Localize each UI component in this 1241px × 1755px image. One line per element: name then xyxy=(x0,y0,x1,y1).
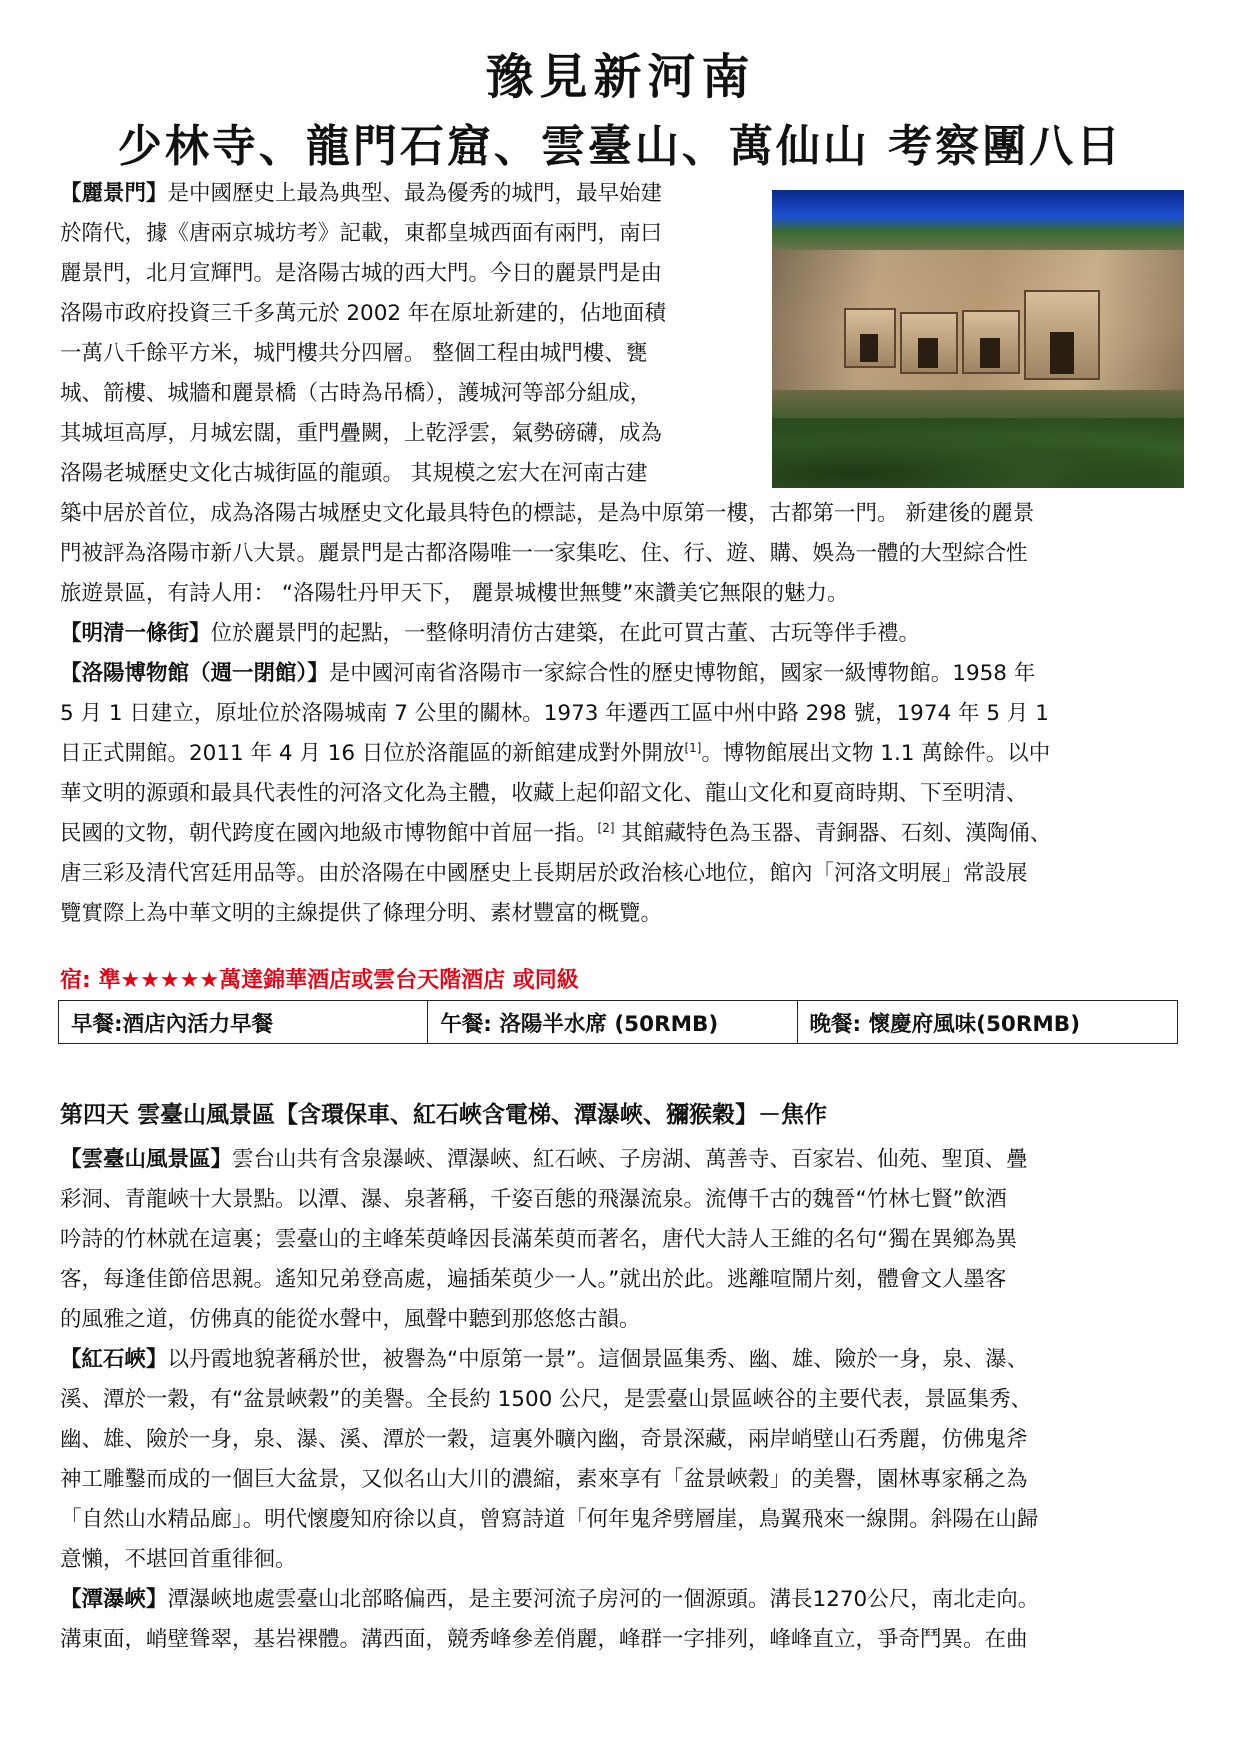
section-label-museum: 【洛陽博物館（週一閉館）】 xyxy=(60,661,329,686)
meals-table xyxy=(58,1000,1178,1044)
dinner-cell: 晚餐: 懷慶府風味(50RMB) xyxy=(797,1001,1177,1044)
section-label-hongshixia: 【紅石峽】 xyxy=(60,1347,168,1372)
lunch-cell: 午餐: 洛陽半水席 (50RMB) xyxy=(428,1001,797,1044)
section-label-mingqing: 【明清一條街】 xyxy=(60,621,211,646)
tour-title: 少林寺、龍門石窟、雲臺山、萬仙山 考察團八日 xyxy=(117,121,1124,172)
page-title: 豫見新河南 xyxy=(485,49,756,105)
hotel-info: 宿: 準★★★★★萬達錦華酒店或雲台天階酒店 或同級 xyxy=(60,968,579,993)
day4-paragraphs: 【雲臺山風景區】雲台山共有含泉瀑峽、潭瀑峽、紅石峽、子房湖、萬善寺、百家岩、仙苑、聖頂、疊 彩洞、青龍峽十大景點。以潭、瀑、泉著稱，千姿百態的飛瀑流泉。流傳千古的魏晉“竹林七賢”飲酒 吟詩的竹林就在這裏；雲臺山的主峰茱萸峰因長滿茱萸而著名，唐代大詩人王維的名句“獨在異鄉為異 客，每逢佳節倍思親。遙知兄弟登高處，遍插茱萸少一人。”就出於此。逃離喧鬧片刻，體會文人墨客 的風雅之道，仿佛真的能從水聲中，風聲中聽到那悠悠古韻。 【紅石峽】以丹霞地貌著稱於世，被譽為“中原第一景”。這個景區集秀、幽、雄、險於一身，泉、瀑、 溪、潭於一穀，有“盆景峽穀”的美譽。全長約 1500 公尺，是雲臺山景區峽谷的主要代表，景區集秀、 幽、雄、險於一身，泉、瀑、溪、潭於一穀，這裏外曠內幽，奇景深藏，兩岸峭壁山石秀麗，仿佛鬼斧 神工雕鑿而成的一個巨大盆景，又似名山大川的濃縮，素來享有「盆景峽穀」的美譽，園林專家稱之為 「自然山水精品廊」。明代懷慶知府徐以貞，曾寫詩道「何年鬼斧劈層崖，鳥翼飛來一線開。斜陽在山歸 意懶，不堪回首重徘徊。 【潭瀑峽】潭瀑峽地處雲臺山北部略偏西，是主要河流子房河的一個源頭。溝長1270公尺，南北走向。 溝東面，峭壁聳翠，基岩裸體。溝西面，競秀峰參差俏麗，峰群一字排列，峰峰直立，爭奇鬥異。在曲 xyxy=(60,1147,1040,1652)
lijingmen-paragraph: 【麗景門】是中國歷史上最為典型、最為優秀的城門，最早始建 於隋代，據《唐兩京城坊考》記載，東都皇城西面有兩門，南曰 麗景門，北月宣輝門。是洛陽古城的西大門。今日的麗景門是由 洛陽市政府投資三千多萬元於 2002 年在原址新建的，佔地面積 一萬八千餘平方米，城門樓共分四層。 整個工程由城門樓、甕 城、箭樓、城牆和麗景橋（古時為吊橋），護城河等部分組成， 其城垣高厚，月城宏闊，重門疊闕，上乾浮雲，氣勢磅礴，成為 洛陽老城歷史文化古城街區的龍頭。 其規模之宏大在河南古建 築中居於首位，成為洛陽古城歷史文化最具特色的標誌，是為中原第一樓，古都第一門。 新建後的麗景 門被評為洛陽市新八大景。麗景門是古都洛陽唯一一家集吃、住、行、遊、購、娛為一體的大型綜合性 旅遊景區，有詩人用： “洛陽牡丹甲天下， 麗景城樓世無雙”來讚美它無限的魅力。 【明清一條街】位於麗景門的起點，一整條明清仿古建築，在此可買古董、古玩等伴手禮。 【洛陽博物館（週一閉館）】是中國河南省洛陽市一家綜合性的歷史博物館，國家一級博物館。1958 年 5 月 1 日建立，原址位於洛陽城南 7 公里的關林。1973 年遷西工區中州中路 298 號，1974 年 5 月 1 日正式開館。2011 年 4 月 16 日位於洛龍區的新館建成對外開放[1]。博物館展出文物 1.1 萬餘件。以中 華文明的源頭和最具代表性的河洛文化為主體，收藏上起仰韶文化、龍山文化和夏商時期、下至明清、 民國的文物，朝代跨度在國內地級市博物館中首屈一指。[2] 其館藏特色為玉器、青銅器、石刻、漢陶俑、 唐三彩及清代宮廷用品等。由於洛陽在中國歷史上長期居於政治核心地位，館內「河洛文明展」常設展 覽實際上為中華文明的主線提供了條理分明、素材豐富的概覽。 xyxy=(60,181,1052,926)
section-label-lijingmen: 【麗景門】 xyxy=(60,181,168,206)
section-label-yuntaishan: 【雲臺山風景區】 xyxy=(60,1147,233,1172)
reference-1[interactable]: [1] xyxy=(684,740,702,755)
section-label-tanpuxia: 【潭瀑峽】 xyxy=(60,1587,168,1612)
breakfast-cell: 早餐:酒店內活力早餐 xyxy=(59,1001,428,1044)
reference-2[interactable]: [2] xyxy=(597,820,615,835)
day4-heading: 第四天 雲臺山風景區【含環保車、紅石峽含電梯、潭瀑峽、獼猴穀】－焦作 xyxy=(60,1102,828,1128)
